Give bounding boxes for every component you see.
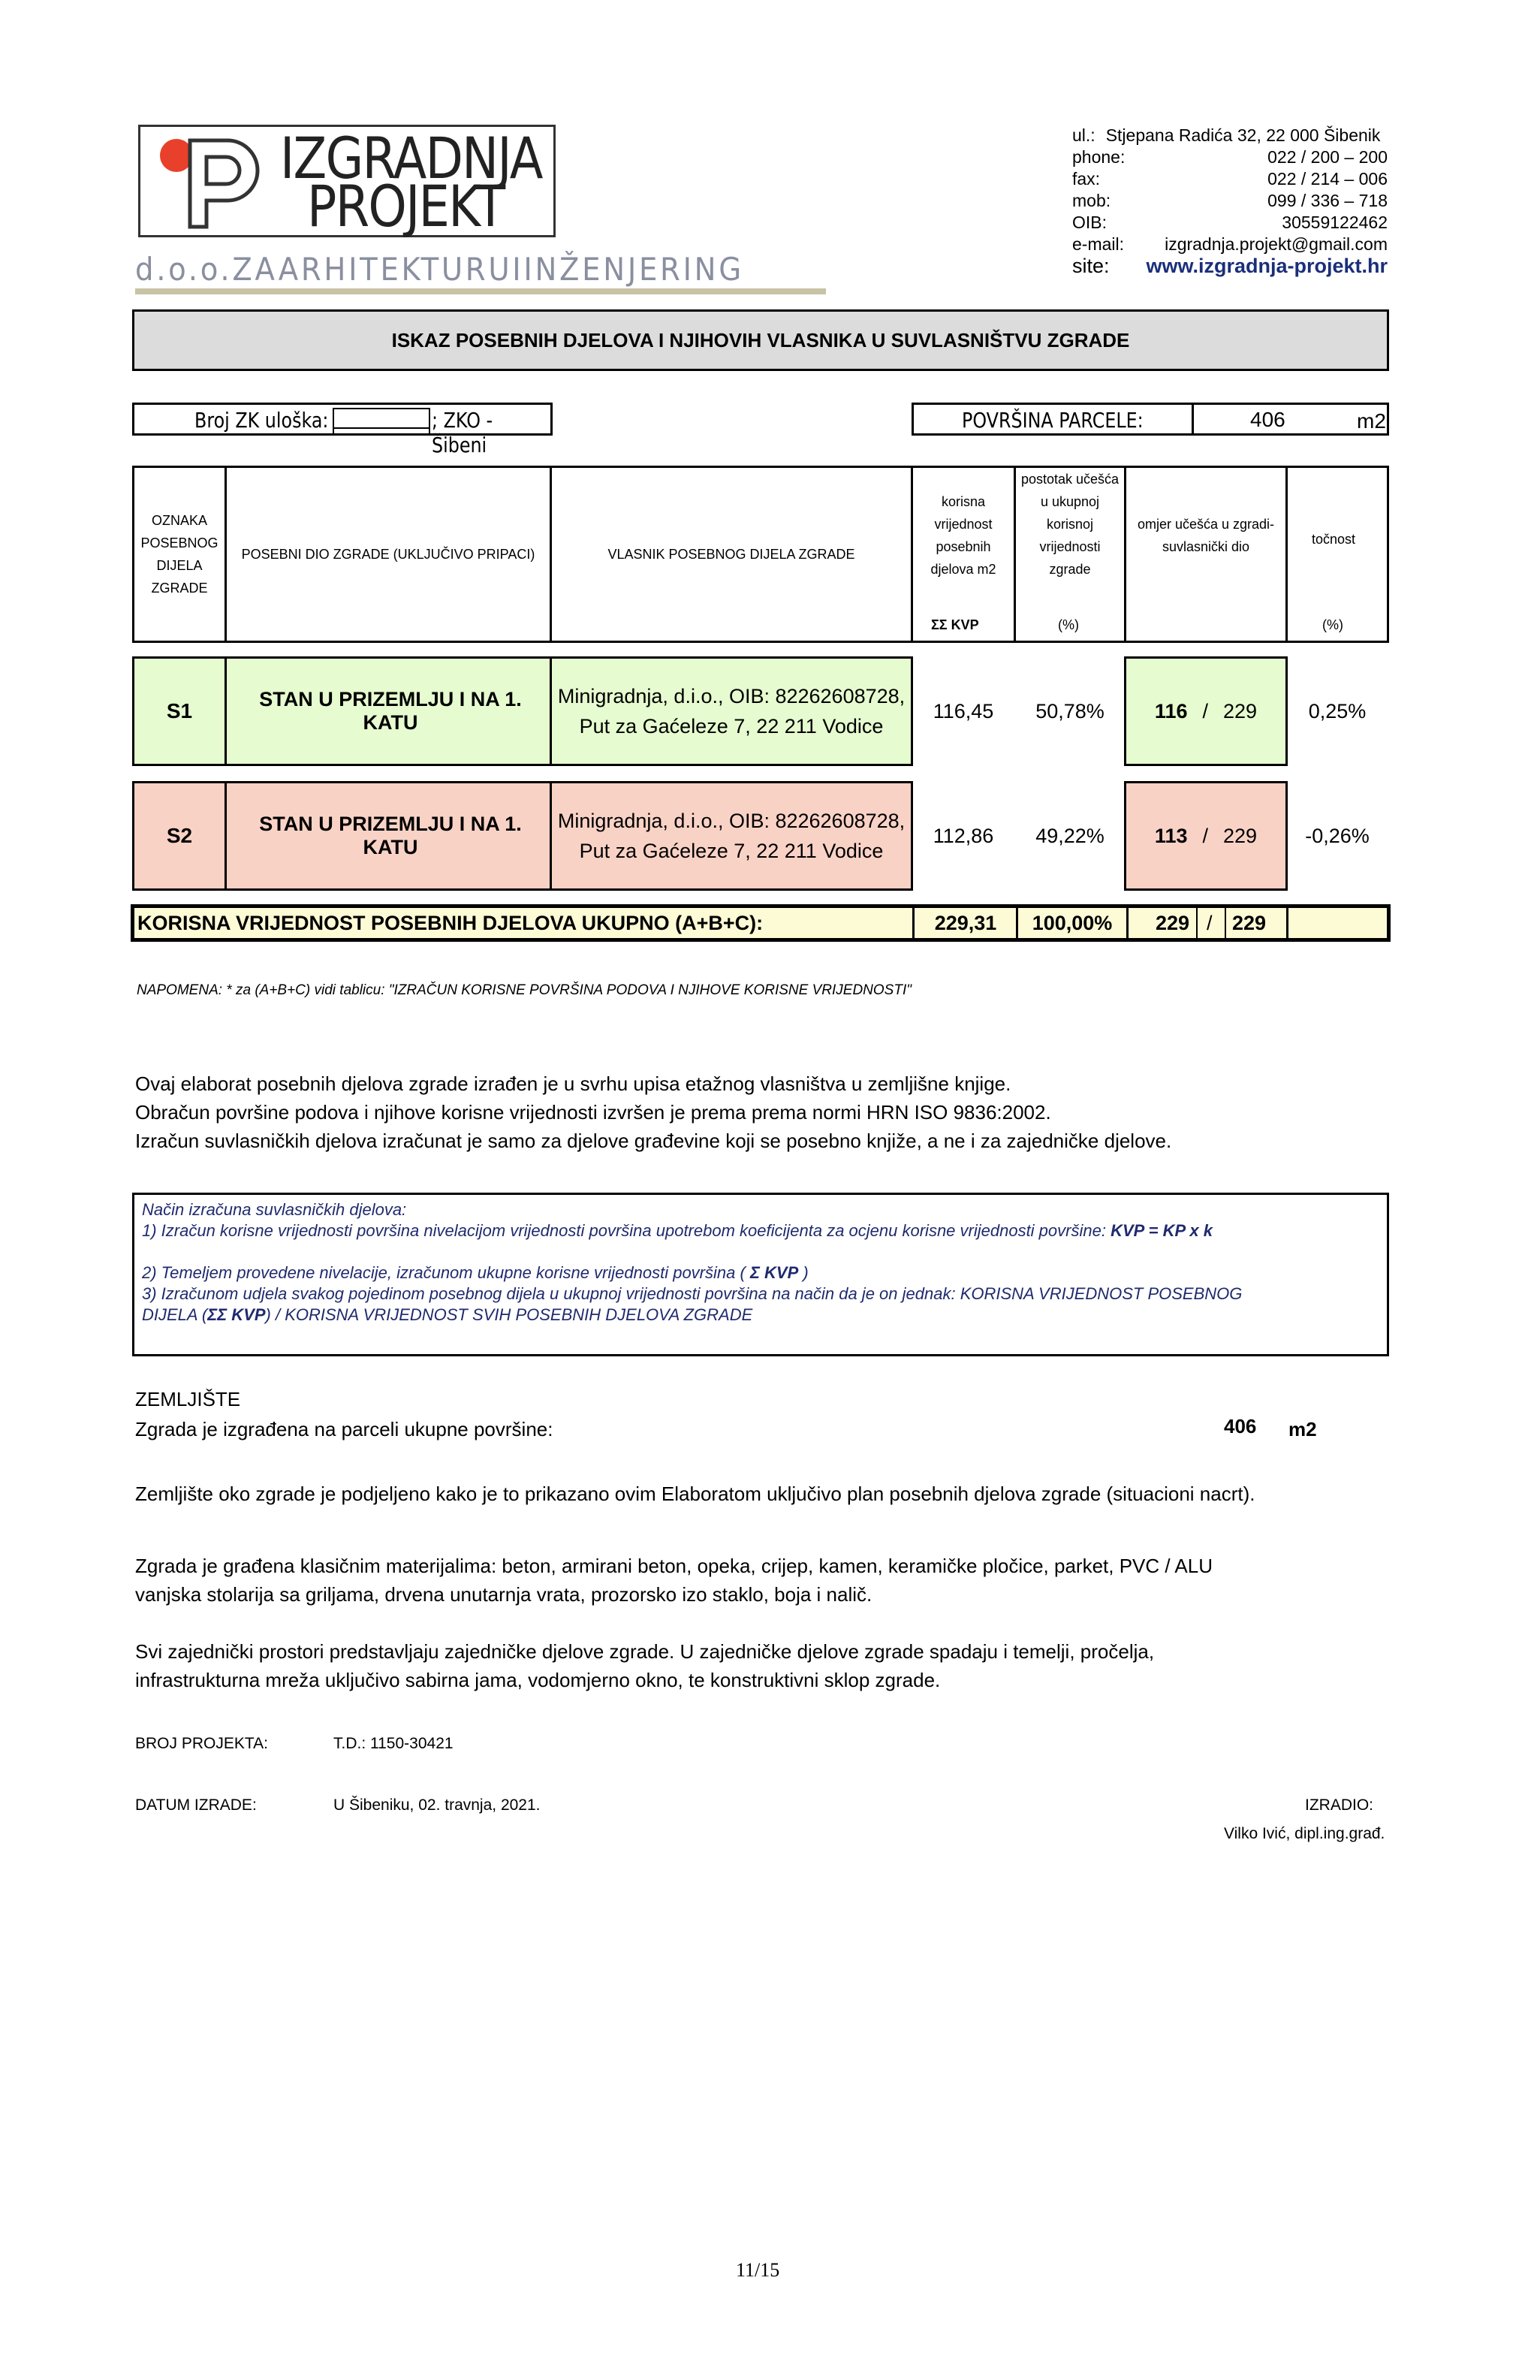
header-dio: POSEBNI DIO ZGRADE (UKLJUČIVO PRIPACI) [225,466,552,643]
header-tocnost: točnost [1312,532,1356,547]
paragraph-zajednicki: Svi zajednički prostori predstavljaju zajedničke djelove zgrade. U zajedničke djelove zgrade spadaju i temelji, pročelja, infrastrukturna mreža uključivo sabirna jama, vodomjerno okno, te konstruktivni sklop zgrade. [135,1640,1155,1691]
row-s2-owner-line1: Minigradnja, d.i.o., OIB: 82262608728, [557,810,906,832]
parcel-label: POVRŠINA PARCELE: [962,408,1144,433]
row-s2-omjer-den: 229 [1223,824,1258,847]
row-s2-owner [550,781,913,891]
header-korisna-sub: ΣΣ KVP [931,617,979,632]
row-s1-omjer: 116 / 229 [1124,656,1288,766]
header-postotak-sub: (%) [1058,617,1079,632]
zemljiste-text: Zgrada je izgrađena na parceli ukupne površine: [135,1418,553,1440]
header-oznaka: OZNAKA POSEBNOG DIJELA ZGRADE [132,466,227,643]
total-omjer-num: 229 [1156,912,1190,934]
row-s2-tocnost: -0,26% [1305,824,1370,847]
header-postotak: postotak učešća u ukupnoj korisnoj vrijednosti zgrade [1020,472,1120,577]
datum-izrade-label: DATUM IZRADE: [135,1796,257,1814]
zk-box [132,403,553,457]
total-row: KORISNA VRIJEDNOST POSEBNIH DJELOVA UKUPNO (A+B+C): 229,31 100,00% 229 / 229 [131,904,1391,942]
row-s2-omjer: 113 / 229 [1124,781,1288,891]
zk-number-field[interactable] [333,408,430,433]
row-s1-owner-line2: Put za Gaćeleze 7, 22 211 Vodice [579,715,884,738]
method-line3: 3) Izračunom udjela svakog pojedinom posebnog dijela u ukupnoj vrijednosti površina na način da je on jednak: KORISNA VRIJEDNOST POSEBNOG [142,1284,1243,1303]
zk-label: Broj ZK uloška: [194,408,329,433]
logo-p-icon [145,133,273,231]
intro-paragraphs [135,1069,1397,1155]
row-s1-omjer-num: 116 [1154,699,1188,722]
total-korisna: 229,31 [934,912,997,934]
method-box [132,1193,1389,1356]
row-s2-owner-line2: Put za Gaćeleze 7, 22 211 Vodice [579,840,884,862]
contact-mob: mob: 099 / 336 – 718 [1072,191,1388,210]
zemljiste-value: 406 [1224,1415,1257,1437]
contact-phone: phone: 022 / 200 – 200 [1072,147,1388,167]
method-line1: 1) Izračun korisne vrijednosti površina nivelacijom vrijednosti površina upotrebom koeficijenta za ocjenu korisne vrijednosti površine: KVP = KP x k [142,1221,1213,1240]
row-s1-omjer-den: 229 [1223,699,1258,722]
contact-oib: OIB: 30559122462 [1072,213,1388,232]
parcel-box [912,403,1389,436]
company-logo [138,125,556,240]
logo-line1: IZGRADNJA [280,125,542,192]
paragraph-3: Izračun suvlasničkih djelova izračunat je samo za djelove građevine koji se posebno knjiže, a ne i za zajedničke djelove. [135,1130,1172,1152]
datum-izrade-value: U Šibeniku, 02. travnja, 2021. [333,1796,541,1814]
row-s1-dio: STAN U PRIZEMLJU I NA 1. KATU [225,656,552,766]
parcel-value: 406 [1250,408,1285,431]
header-omjer-cell [1124,466,1288,643]
total-omjer-den: 229 [1232,912,1267,934]
row-s2-dio: STAN U PRIZEMLJU I NA 1. KATU [225,781,552,891]
paragraph-zemljiste: Zemljište oko zgrade je podjeljeno kako je to prikazano ovim Elaboratom uključivo plan posebnih djelova zgrade (situacioni nacrt). [135,1483,1255,1505]
page-number: 11/15 [736,2259,780,2281]
company-subtitle: d.o.o.ZAARHITEKTURUIINŽENJERING [135,251,744,288]
napomena: NAPOMENA: * za (A+B+C) vidi tablicu: "IZRAČUN KORISNE POVRŠINA PODOVA I NJIHOVE KORISNE VRIJEDNOSTI" [137,982,912,998]
row-s2-id: S2 [132,781,227,891]
header-omjer: omjer učešća u zgradi- suvlasnički dio [1137,517,1275,554]
row-s1-korisna: 116,45 [933,699,994,722]
total-postotak: 100,00% [1032,912,1113,934]
parcel-unit: m2 [1357,409,1386,433]
paragraph-2: Obračun površine podova i njihove korisne vrijednosti izvršen je prema prema normi HRN ISO 9836:2002. [135,1101,1051,1124]
method-title: Način izračuna suvlasničkih djelova: [142,1200,407,1219]
row-s1-owner [550,656,913,766]
row-s2-korisna: 112,86 [933,824,994,847]
row-s1-owner-line1: Minigradnja, d.i.o., OIB: 82262608728, [557,685,906,707]
contact-info [1072,125,1388,277]
method-formula-kvp: KVP = KP x k [1111,1221,1213,1240]
paragraph-1: Ovaj elaborat posebnih djelova zgrade izrađen je u svrhu upisa etažnog vlasništva u zemljišne knjige. [135,1072,1011,1095]
header-korisna: korisna vrijednost posebnih djelova m2 [930,494,996,577]
method-line2: 2) Temeljem provedene nivelacije, izračunom ukupne korisne vrijednosti površina ( Σ KVP ) [142,1263,809,1282]
izradio-value: Vilko Ivić, dipl.ing.građ. [1224,1825,1385,1842]
contact-fax: fax: 022 / 214 – 006 [1072,169,1388,189]
header-korisna-cell [911,466,1016,643]
contact-address: ul.: Stjepana Radića 32, 22 000 Šibenik [1072,125,1381,145]
row-s1-postotak: 50,78% [1035,699,1105,722]
broj-projekta-label: BROJ PROJEKTA: [135,1735,268,1752]
zemljiste-unit: m2 [1288,1418,1317,1440]
row-s1-id: S1 [132,656,227,766]
header-vlasnik: VLASNIK POSEBNOG DIJELA ZGRADE [550,466,913,643]
logo-line2: PROJEKT [307,173,505,240]
document-title: ISKAZ POSEBNIH DJELOVA I NJIHOVIH VLASNIKA U SUVLASNIŠTVU ZGRADE [132,309,1389,371]
contact-site: site: www.izgradnja-projekt.hr [1072,255,1388,277]
paragraph-materijali: Zgrada je građena klasičnim materijalima: beton, armirani beton, opeka, crijep, kamen, keramičke pločice, parket, PVC / ALU vanjska stolarija sa griljama, drvena unutarnja vrata, prozorsko izo staklo, boja i nalič. [135,1555,1213,1606]
header-tocnost-cell [1285,466,1389,643]
contact-email: e-mail: izgradnja.projekt@gmail.com [1072,234,1388,254]
broj-projekta-value: T.D.: 1150-30421 [333,1735,454,1752]
row-s2-postotak: 49,22% [1035,824,1105,847]
total-label: KORISNA VRIJEDNOST POSEBNIH DJELOVA UKUPNO (A+B+C): [137,912,764,934]
method-line4: DIJELA (ΣΣ KVP) / KORISNA VRIJEDNOST SVIH POSEBNIH DJELOVA ZGRADE [142,1305,753,1324]
row-s2-omjer-num: 113 [1154,824,1188,847]
header-postotak-cell [1014,466,1126,643]
header-tocnost-sub: (%) [1322,617,1343,632]
header-divider [135,288,826,294]
zk-suffix: ; ZKO - Šibeni [432,408,493,457]
zemljiste-heading: ZEMLJIŠTE [135,1388,241,1410]
row-s1-tocnost: 0,25% [1308,699,1367,722]
izradio-label: IZRADIO: [1305,1796,1374,1814]
